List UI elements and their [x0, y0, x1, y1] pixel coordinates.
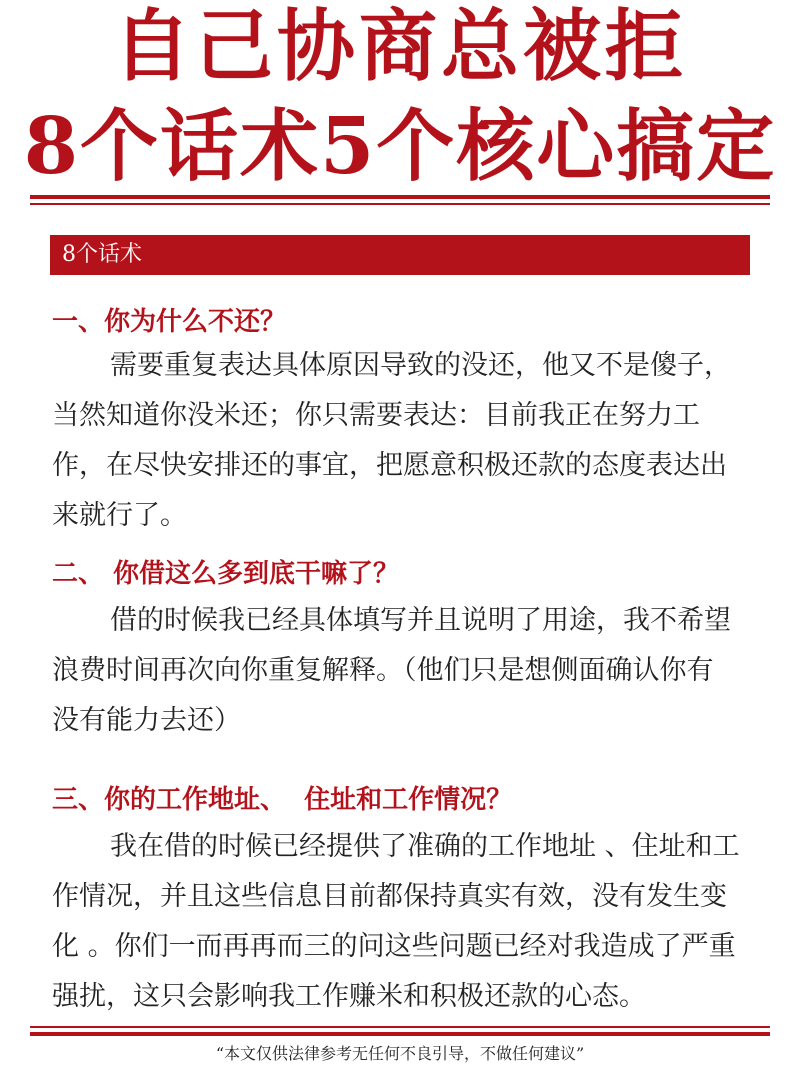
- footer-divider-thin: [30, 1026, 770, 1028]
- page-title-line-1: 自己协商总被拒: [112, 1, 687, 92]
- section-header-bar: [50, 235, 750, 275]
- answer-line: 化 。你们一而再再而三的问这些问题已经对我造成了严重: [52, 931, 736, 962]
- answer-line: 借的时候我已经具体填写并且说明了用途，我不希望: [110, 605, 731, 636]
- answer-line: 作情况，并且这些信息目前都保持真实有效，没有发生变: [52, 881, 727, 912]
- answer-line: 需要重复表达具体原因导致的没还，他又不是傻子，: [110, 350, 731, 381]
- question-heading-3: 三、你的工作地址、 住址和工作情况？: [52, 785, 513, 815]
- answer-line: 没有能力去还）: [52, 705, 241, 736]
- answer-paragraph-2: [52, 596, 752, 746]
- page-title-line-2: 8个话术5个核心搞定: [23, 101, 777, 192]
- disclaimer-text: “本文仅供法律参考无任何不良引导，不做任何建议”: [215, 1044, 585, 1063]
- question-heading-2: 二、 你借这么多到底干嘛了？: [52, 559, 400, 589]
- answer-paragraph-3: [52, 822, 752, 1022]
- divider-thick: [30, 195, 770, 199]
- divider-thin: [30, 203, 770, 205]
- answer-line: 浪费时间再次向你重复解释。（他们只是想侧面确认你有: [52, 655, 714, 686]
- answer-line: 当然知道你没米还；你只需要表达：目前我正在努力工: [52, 400, 700, 431]
- answer-paragraph-1: [52, 341, 752, 541]
- answer-line: 我在借的时候已经提供了准确的工作地址 、住址和工: [110, 831, 740, 862]
- section-header-label: 8个话术: [62, 242, 142, 267]
- answer-line: 强扰，这只会影响我工作赚米和积极还款的心态。: [52, 981, 646, 1012]
- answer-line: 作，在尽快安排还的事宜，把愿意积极还款的态度表达出: [52, 450, 727, 481]
- footer-divider-thick: [30, 1032, 770, 1036]
- answer-line: 来就行了。: [52, 500, 187, 531]
- question-heading-1: 一、你为什么不还？: [52, 307, 287, 337]
